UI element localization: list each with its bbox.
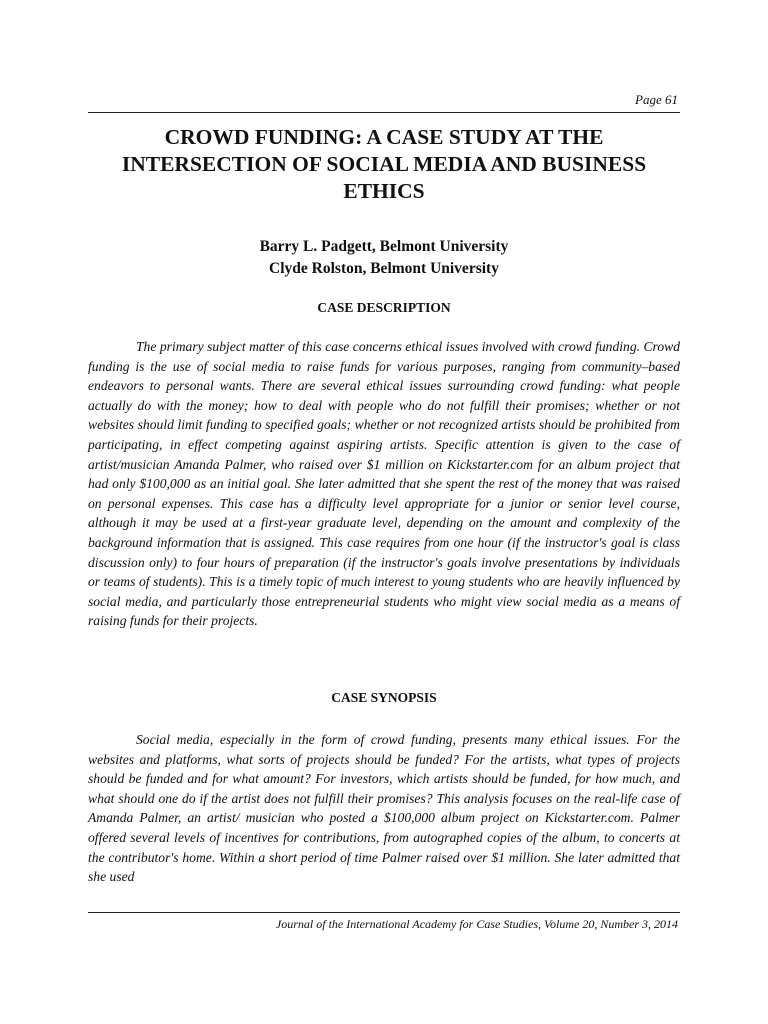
author-line: Clyde Rolston, Belmont University [269, 260, 499, 277]
page-number: Page 61 [635, 92, 678, 107]
case-synopsis-paragraph: Social media, especially in the form of crowd funding, presents many ethical issues. For the websites and platforms, what sorts of projects should be funded? For the artists, what types of projects should be funded and for what amount? For investors, which artists should be funded, for how much, and what should one do if the artist does not fulfill their promises? This analysis focuses on the real-life case of Amanda Palmer, an artist/ musician who posted a $100,000 album project on Kickstarter.com. Palmer offered several levels of incentives for contributions, from autographed copies of the album, to concerts at the contributor's home. Within a short period of time Palmer raised over $1 million. She later admitted that she used [88, 732, 680, 885]
case-description-heading: CASE DESCRIPTION [317, 300, 451, 315]
case-description-paragraph: The primary subject matter of this case concerns ethical issues involved with crowd funding. Crowd funding is the use of social media to raise funds for various purposes, ranging from community–based endeavors to personal wants. There are several ethical issues surrounding crowd funding: what people actually do with the money; how to deal with people who do not fulfill their promises; whether or not websites should limit funding to specified goals; whether or not recognized artists should be prohibited from participating, in effect competing against aspiring artists. Specific attention is given to the case of artist/musician Amanda Palmer, who raised over $1 million on Kickstarter.com for an album project that had only $100,000 as an initial goal. She later admitted that she spent the rest of the money that was raised on personal expenses. This case has a difficulty level appropriate for a junior or senior level course, although it may be used at a first-year graduate level, depending on the amount and complexity of the background information that is assigned. This case requires from one hour (if the instructor's goal is class discussion only) to four hours of preparation (if the instructor's goals involve presentations by individuals or teams of students). This is a timely topic of much interest to young students who are heavily influenced by social media, and particularly those entrepreneurial students who might view social media as a means of raising funds for their projects. [88, 339, 680, 629]
page-header [88, 92, 680, 113]
case-synopsis-heading: CASE SYNOPSIS [331, 690, 437, 705]
author-list [88, 236, 680, 280]
journal-citation: Journal of the International Academy for Case Studies, Volume 20, Number 3, 2014 [275, 917, 678, 931]
author-line: Barry L. Padgett, Belmont University [259, 238, 509, 255]
article-title [88, 124, 680, 205]
title-line: INTERSECTION OF SOCIAL MEDIA AND BUSINESS [121, 152, 647, 176]
title-line: ETHICS [343, 179, 425, 203]
page-footer [88, 912, 680, 932]
title-line: CROWD FUNDING: A CASE STUDY AT THE [164, 125, 604, 149]
